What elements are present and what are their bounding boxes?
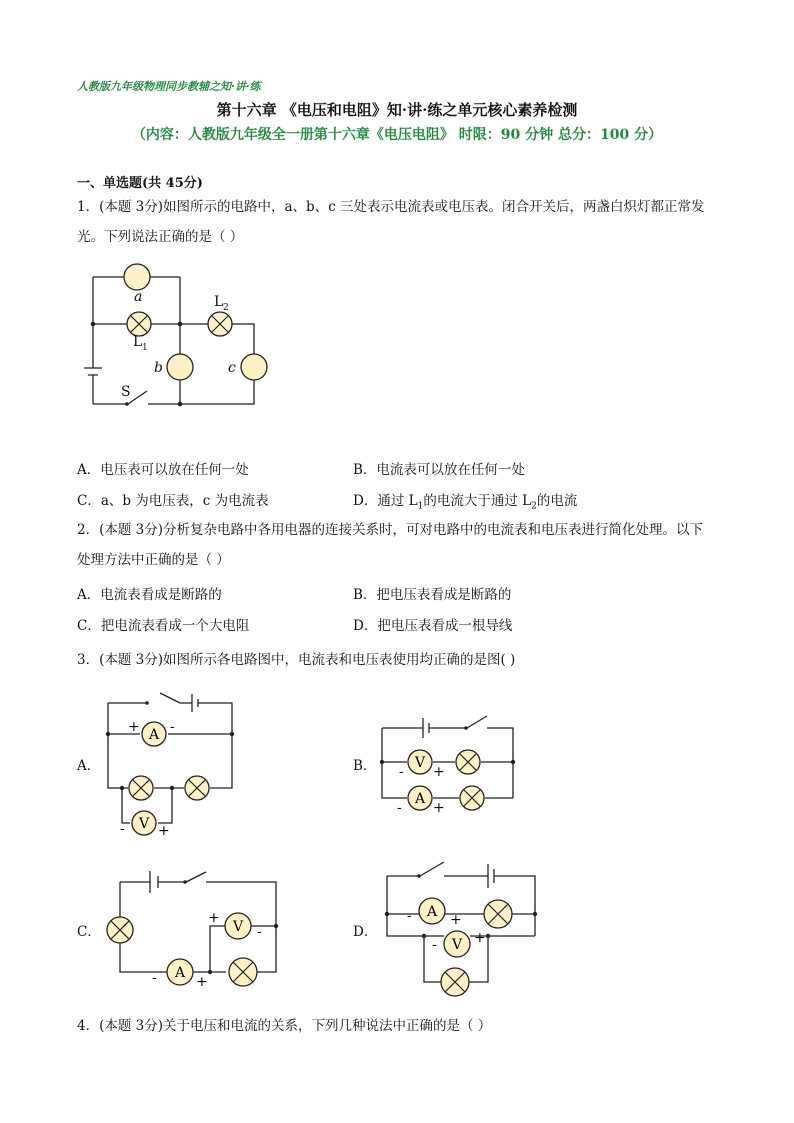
svg-text:-: - bbox=[432, 937, 437, 953]
q1-option-a[interactable]: A．电压表可以放在任何一处 bbox=[77, 462, 249, 478]
q1-option-d-mid: 的电流大于通过 L bbox=[423, 493, 532, 509]
lamp-icon bbox=[185, 776, 209, 800]
label-l2: L bbox=[214, 294, 224, 310]
q2-option-b[interactable]: B．把电压表看成是断路的 bbox=[353, 587, 512, 603]
series-name: 人教版九年级物理同步教辅之知·讲·练 bbox=[77, 80, 261, 93]
svg-text:+: + bbox=[433, 800, 445, 816]
lamp-icon bbox=[107, 917, 133, 943]
svg-text:-: - bbox=[152, 970, 157, 986]
q1-option-d-prefix: D．通过 L bbox=[353, 493, 418, 509]
q2-option-a[interactable]: A．电流表看成是断路的 bbox=[77, 587, 222, 603]
ammeter-icon bbox=[142, 722, 166, 746]
svg-text:+: + bbox=[474, 930, 486, 946]
q1-option-d-sub2: 2 bbox=[531, 501, 537, 512]
svg-text:-: - bbox=[397, 800, 402, 816]
q3-option-b-label[interactable]: B． bbox=[353, 758, 377, 774]
label-l1-sub: 1 bbox=[142, 343, 148, 353]
svg-text:+: + bbox=[128, 719, 140, 735]
lamp-l2-icon bbox=[208, 312, 232, 336]
q1-option-b[interactable]: B．电流表可以放在任何一处 bbox=[353, 462, 525, 478]
q1-option-d-suffix: 的电流 bbox=[536, 493, 578, 509]
svg-text:A: A bbox=[415, 791, 426, 807]
lamp-icon bbox=[456, 750, 480, 774]
svg-text:-: - bbox=[170, 719, 175, 735]
label-s: S bbox=[121, 384, 131, 400]
svg-text:V: V bbox=[139, 816, 150, 832]
q3-stem: 3．(本题 3分)如图所示各电路图中，电流表和电压表使用均正确的是图( ) bbox=[77, 652, 516, 668]
meter-b-icon bbox=[167, 354, 193, 380]
svg-text:A: A bbox=[427, 904, 438, 920]
q1-stem-line2: 光。下列说法正确的是（ ） bbox=[77, 229, 244, 245]
q3-option-c-label[interactable]: C． bbox=[77, 924, 101, 940]
svg-text:-: - bbox=[257, 924, 262, 940]
page-title: 第十六章 《电压和电阻》知·讲·练之单元核心素养检测 bbox=[216, 101, 578, 119]
meter-c-icon bbox=[241, 354, 267, 380]
voltmeter-icon bbox=[225, 913, 251, 939]
q4-stem: 4．(本题 3分)关于电压和电流的关系，下列几种说法中正确的是（ ） bbox=[77, 1018, 492, 1034]
q3-option-d-label[interactable]: D． bbox=[353, 924, 378, 940]
svg-text:V: V bbox=[452, 937, 463, 953]
lamp-icon bbox=[129, 776, 153, 800]
label-a: a bbox=[134, 289, 143, 305]
label-c: c bbox=[228, 360, 236, 376]
q2-stem-line1: 2．(本题 3分)分析复杂电路中各用电器的连接关系时，可对电路中的电流表和电压表进行简化处理。以下 bbox=[77, 522, 704, 538]
ammeter-icon bbox=[408, 786, 432, 810]
svg-text:A: A bbox=[175, 965, 186, 981]
q1-option-d[interactable] bbox=[353, 489, 577, 512]
lamp-icon bbox=[229, 958, 257, 986]
svg-text:-: - bbox=[399, 764, 404, 780]
q3-option-a-label[interactable]: A． bbox=[77, 758, 101, 774]
q2-stem-line2: 处理方法中正确的是（ ） bbox=[77, 552, 230, 568]
q3-circuit-a bbox=[100, 688, 240, 838]
svg-text:+: + bbox=[450, 912, 462, 928]
voltmeter-icon bbox=[132, 811, 156, 835]
q2-option-d[interactable]: D．把电压表看成一根导线 bbox=[353, 618, 513, 634]
svg-text:-: - bbox=[120, 821, 125, 837]
svg-text:+: + bbox=[433, 764, 445, 780]
lamp-l1-icon bbox=[127, 312, 151, 336]
label-l1: L bbox=[133, 334, 143, 350]
q1-option-c[interactable]: C．a、b 为电压表，c 为电流表 bbox=[77, 493, 269, 509]
lamp-icon bbox=[441, 968, 469, 996]
page-subtitle: （内容：人教版九年级全一册第十六章《电压电阻》 时限：90 分钟 总分：100 分） bbox=[131, 127, 663, 143]
svg-text:-: - bbox=[407, 908, 412, 924]
section-heading-single-choice: 一、单选题(共 45分) bbox=[77, 176, 203, 191]
q3-circuit-c bbox=[100, 866, 290, 996]
q3-circuit-b bbox=[377, 708, 522, 816]
q3-circuit-d bbox=[382, 854, 547, 1004]
svg-text:V: V bbox=[233, 919, 244, 935]
meter-a-icon bbox=[124, 264, 150, 290]
svg-text:+: + bbox=[208, 910, 220, 926]
q1-circuit-diagram bbox=[70, 258, 280, 418]
lamp-icon bbox=[484, 900, 512, 928]
ammeter-icon bbox=[419, 898, 445, 924]
svg-text:+: + bbox=[196, 974, 208, 990]
svg-text:+: + bbox=[158, 823, 170, 839]
q2-option-c[interactable]: C．把电流表看成一个大电阻 bbox=[77, 618, 250, 634]
svg-text:A: A bbox=[149, 727, 160, 743]
lamp-icon bbox=[460, 786, 484, 810]
svg-text:V: V bbox=[415, 755, 426, 771]
q1-stem-line1: 1．(本题 3分)如图所示的电路中，a、b、c 三处表示电流表或电压表。闭合开关后，两盏白炽灯都正常发 bbox=[77, 199, 705, 215]
q1-option-d-sub1: 1 bbox=[417, 501, 424, 512]
voltmeter-icon bbox=[444, 931, 470, 957]
voltmeter-icon bbox=[408, 750, 432, 774]
label-l2-sub: 2 bbox=[223, 303, 229, 313]
label-b: b bbox=[154, 360, 163, 376]
ammeter-icon bbox=[167, 959, 193, 985]
